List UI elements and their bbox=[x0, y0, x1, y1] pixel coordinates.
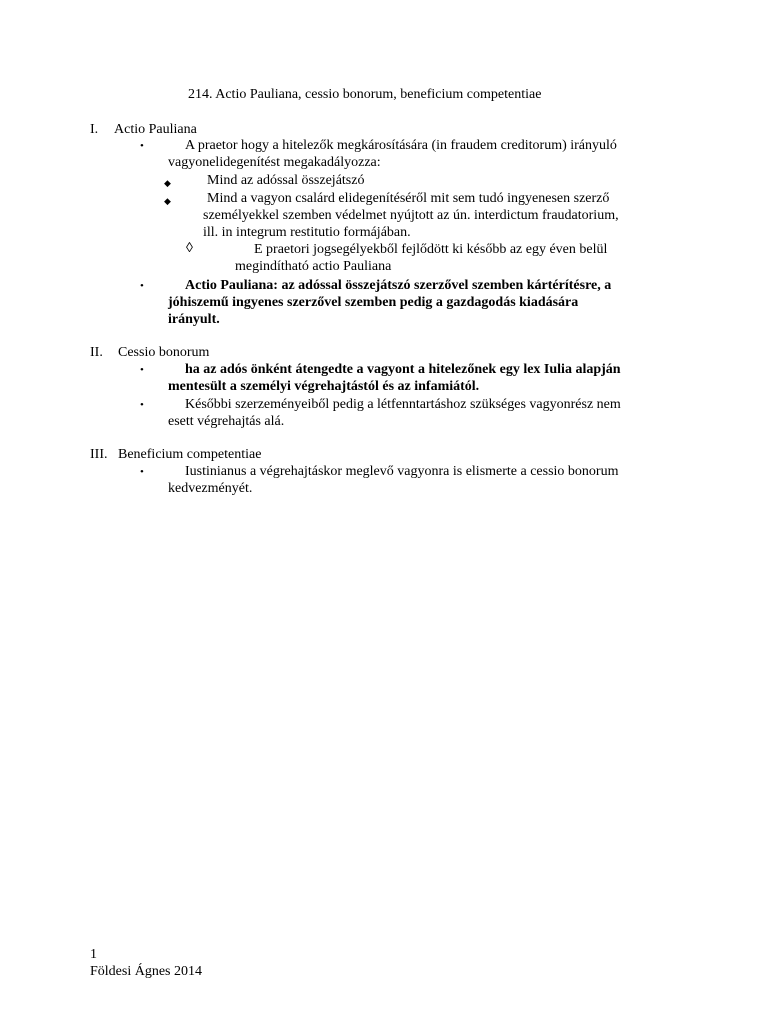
list-item-line: vagyonelidegenítést megakadályozza: bbox=[168, 155, 381, 170]
list-item-line-bold: mentesült a személyi végrehajtástól és az infamiától. bbox=[168, 379, 480, 394]
list-item-line-bold: Actio Pauliana: az adóssal összejátszó szerzővel szemben kártérítésre, a bbox=[185, 278, 612, 293]
list-item-line-bold: ha az adós önként átengedte a vagyont a hitelezőnek egy lex Iulia alapján bbox=[185, 362, 621, 377]
lozenge-bullet-icon: ◊ bbox=[186, 241, 193, 256]
bullet-icon: • bbox=[140, 399, 144, 411]
list-item-line: esett végrehajtás alá. bbox=[168, 414, 285, 429]
sub-list-item-line: ill. in integrum restitutio formájában. bbox=[203, 225, 411, 240]
section-3-number: III. bbox=[90, 447, 108, 462]
sub-sub-list-item-line: megindítható actio Pauliana bbox=[235, 259, 392, 274]
sub-list-item-line: Mind a vagyon csalárd elidegenítéséről mit sem tudó ingyenesen szerző bbox=[207, 191, 610, 206]
bullet-icon: • bbox=[140, 466, 144, 478]
list-item-line-bold: irányult. bbox=[168, 312, 220, 327]
bullet-icon: • bbox=[140, 280, 144, 292]
sub-list-item-line: Mind az adóssal összejátszó bbox=[207, 173, 365, 188]
sub-sub-list-item-line: E praetori jogsegélyekből fejlődött ki később az egy éven belül bbox=[254, 242, 608, 257]
list-item-line-bold: jóhiszemű ingyenes szerzővel szemben pedig a gazdagodás kiadására bbox=[168, 295, 579, 310]
section-3-heading: Beneficium competentiae bbox=[118, 447, 262, 462]
page-title: 214. Actio Pauliana, cessio bonorum, beneficium competentiae bbox=[188, 87, 542, 102]
list-item-line: kedvezményét. bbox=[168, 481, 253, 496]
page-number: 1 bbox=[90, 947, 97, 962]
list-item-line: Későbbi szerzeményeiből pedig a létfenntartáshoz szükséges vagyonrész nem bbox=[185, 397, 621, 412]
bullet-icon: • bbox=[140, 364, 144, 376]
diamond-bullet-icon: ◆ bbox=[164, 196, 171, 206]
section-2-heading: Cessio bonorum bbox=[118, 345, 210, 360]
bullet-icon: • bbox=[140, 140, 144, 152]
list-item-line: Iustinianus a végrehajtáskor meglevő vagyonra is elismerte a cessio bonorum bbox=[185, 464, 619, 479]
diamond-bullet-icon: ◆ bbox=[164, 178, 171, 188]
section-1-heading: Actio Pauliana bbox=[114, 122, 197, 137]
sub-list-item-line: személyekkel szemben védelmet nyújtott az ún. interdictum fraudatorium, bbox=[203, 208, 619, 223]
list-item-line: A praetor hogy a hitelezők megkárosítására (in fraudem creditorum) irányuló bbox=[185, 138, 617, 153]
footer-author: Földesi Ágnes 2014 bbox=[90, 964, 202, 979]
section-2-number: II. bbox=[90, 345, 103, 360]
section-1-number: I. bbox=[90, 122, 99, 137]
